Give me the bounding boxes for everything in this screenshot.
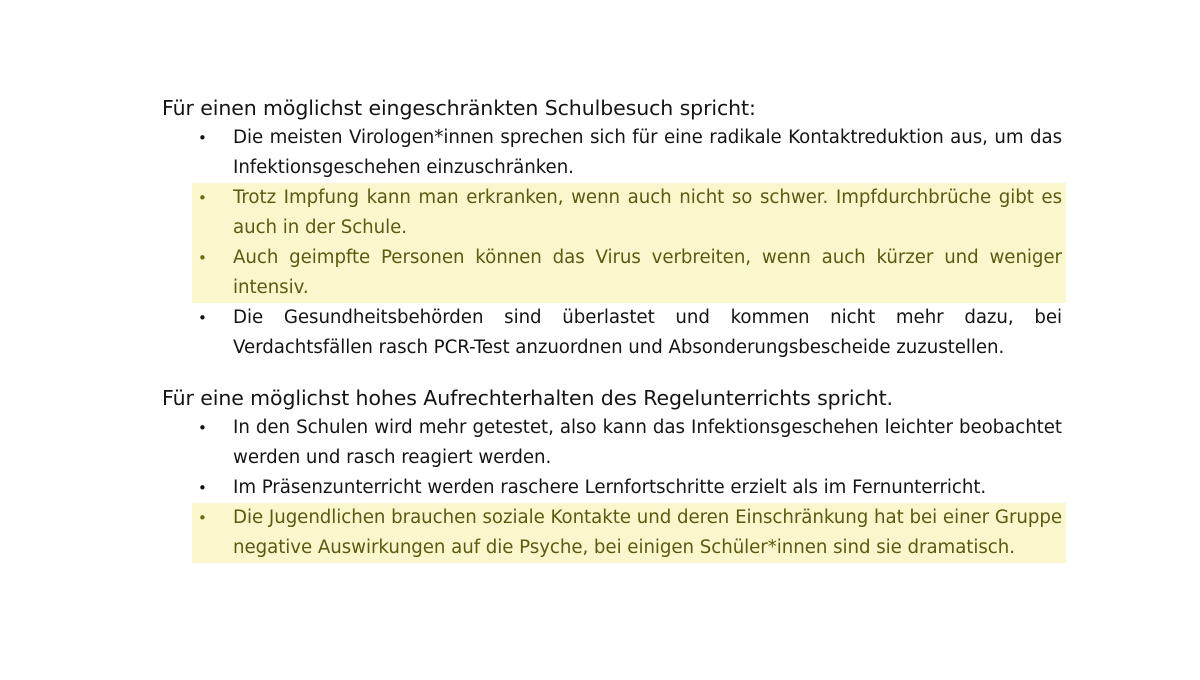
list-item-text: In den Schulen wird mehr getestet, also kann das Infektionsgeschehen leichter beobachtet werden und rasch reagiert werden. (233, 417, 1062, 468)
list-item-text: Im Präsenzunterricht werden raschere Lernfortschritte erzielt als im Fernunterricht. (233, 477, 987, 498)
section-heading: Für eine möglichst hohes Aufrechterhalten des Regelunterrichts spricht. (162, 386, 893, 410)
bullet-icon: • (198, 129, 207, 147)
list-item (192, 473, 1066, 503)
section-regular-classes (162, 383, 1066, 563)
bullet-icon: • (198, 509, 207, 527)
list-item-highlighted (192, 243, 1066, 303)
list-item-highlighted (192, 183, 1066, 243)
list-item-text: Die meisten Virologen*innen sprechen sich für eine radikale Kontaktreduktion aus, um das Infektionsgeschehen einzuschränken. (233, 127, 1062, 178)
list-item-highlighted (192, 503, 1066, 563)
bullet-icon: • (198, 249, 207, 267)
bullet-icon: • (198, 479, 207, 497)
bullet-icon: • (198, 419, 207, 437)
list-item (192, 413, 1066, 473)
list-item-text: Auch geimpfte Personen können das Virus verbreiten, wenn auch kürzer und weniger intensiv. (233, 247, 1062, 298)
list-item (192, 303, 1066, 363)
bullet-list (162, 123, 1066, 363)
bullet-list (162, 413, 1066, 563)
bullet-icon: • (198, 309, 207, 327)
section-heading: Für einen möglichst eingeschränkten Schulbesuch spricht: (162, 96, 756, 120)
section-restricted-attendance (162, 93, 1066, 363)
list-item (192, 123, 1066, 183)
list-item-text: Trotz Impfung kann man erkranken, wenn auch nicht so schwer. Impfdurchbrüche gibt es auch in der Schule. (233, 187, 1062, 238)
list-item-text: Die Gesundheitsbehörden sind überlastet und kommen nicht mehr dazu, bei Verdachtsfällen rasch PCR-Test anzuordnen und Absonderungsbescheide zuzustellen. (233, 307, 1062, 358)
list-item-text: Die Jugendlichen brauchen soziale Kontakte und deren Einschränkung hat bei einer Gruppe negative Auswirkungen auf die Psyche, bei einigen Schüler*innen sind sie dramatisch. (233, 507, 1062, 558)
bullet-icon: • (198, 189, 207, 207)
